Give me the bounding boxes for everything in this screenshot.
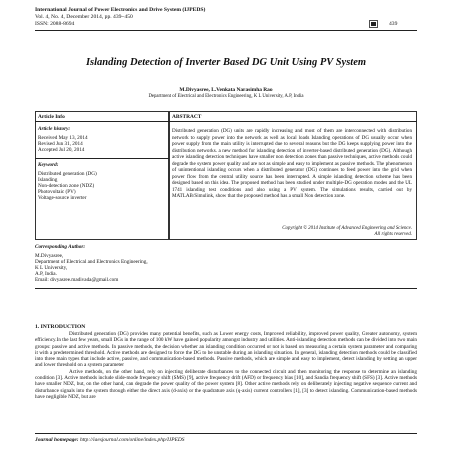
footer-rule	[35, 433, 417, 434]
homepage-link[interactable]: http://iaesjournal.com/online/index.php/IJPEDS	[79, 437, 185, 443]
abstract-rule	[169, 121, 417, 122]
paper-authors: M.Divyasree, L.Venkata Narasimha Rao	[179, 87, 273, 93]
rights-line: All rights reserved.	[374, 232, 412, 238]
received-date: Received May 13, 2014	[38, 135, 88, 141]
introduction-body	[35, 331, 417, 400]
introduction-heading: 1. INTRODUCTION	[35, 324, 86, 330]
author-university: K L University,	[35, 265, 68, 271]
accepted-date: Accepted Jul 20, 2014	[38, 147, 85, 153]
journal-issn: ISSN: 2088-8694	[35, 21, 75, 27]
homepage-label: Journal homepage	[35, 437, 77, 443]
revised-date: Revised Jun 31, 2014	[38, 141, 83, 147]
author-name: M.Divyasree,	[35, 253, 64, 259]
keyword-item: Distributed generation (DG)	[38, 171, 97, 177]
page-marker-icon	[369, 20, 378, 28]
paper-title: Islanding Detection of Inverter Based DG Unit Using PV System	[85, 57, 367, 68]
author-location: A.P, India.	[35, 271, 57, 277]
article-info-rule	[35, 121, 169, 122]
author-email: Email: divyasree.madivada@gmail.com	[35, 277, 119, 283]
author-affiliation: Department of Electrical and Electronics Engineering, K L University, A.P, India	[148, 94, 304, 99]
header-rule	[35, 30, 417, 31]
introduction-paragraph: Distributed generation (DG) provides many potential benefits, such as Lower energy costs, Improved reliability, improved power quality, Greater autonomy, system efficiency.In the last few years, small DGs in the range of 100 kW have gained popularity amongst industry and utilities. Anti-islanding detection methods can be divided into two main groups: passive and active methods. In passive methods, the decision whether an islanding condition occurred or not is based on measuring a certain system parameter and comparing it with a predetermined threshold. Active methods are designed to force the DG to be unstable during an islanding situation. In general, islanding detection methods could be classified into three main types that include active, passive, and communication-based methods. Passive methods, which are simple and easy to implement, detect islanding by setting an upper and lower threshold on a system parameter	[35, 331, 417, 369]
corresponding-author-label: Corresponding Author:	[35, 244, 86, 250]
author-department: Department of Electrical and Electronics Engineering,	[35, 259, 148, 265]
abstract-copyright	[172, 226, 412, 239]
introduction-paragraph: Active methods, on the other hand, rely on injecting deliberate disturbances to the connected circuit and then monitoring the response to determine an islanding condition [3]. Active methods include slide-mode frequency shift (SMS) [9], active frequency drift (AFD) or frequency bias [10], and Sandia frequency shift (SFS) [3]. Active methods have smaller NDZ, but, on the other hand, can degrade the power quality of the power system [8]. Other active methods rely on deliberately injecting negative sequence current and disturbance signals into the system through either the direct axis (d-axis) or the quadrature axis (q-axis) current controllers [1], [3] to detect islanding. Communication-based methods have negligible NDZ, but are	[35, 368, 417, 400]
journal-name: International Journal of Power Electronics and Drive System (IJPEDS)	[35, 7, 206, 13]
journal-volume: Vol. 4, No. 4, December 2014, pp. 439~450	[35, 14, 133, 20]
keyword-item: Islanding	[38, 177, 58, 183]
abstract-text: Distributed generation (DG) units are rapidly increasing and most of them are interconnected with distribution network to supply power into the network as well as local loads Islanding operations of DG usually occur when power supply from the main utility is interrupted due to several reasons but the DG keeps supplying power into the distribution networks. a new method for islanding detection of inverter-based distributed generation (DG). Although active islanding detection techniques have smaller non detection zones than passive techniques, active methods could degrade the system power quality and are not as simple and easy to implement as passive methods. The phenomenon of unintentional islanding occurs when a distributed generator (DG) continues to feed power into the grid when power flow from the central utility source has been interrupted. A simple islanding detection scheme has been designed based on this idea. The proposed method has been studied under multiple-DG operation modes and the UL 1741 islanding test conditions and also using a PV system. The simulations results, carried out by MATLAB/Simulink, show that the proposed method has a small Non detection zone.	[172, 128, 412, 200]
page-number: 439	[389, 21, 398, 27]
keyword-rule	[35, 158, 169, 159]
journal-homepage: Journal homepage: http://iaesjournal.com/online/index.php/IJPEDS	[35, 437, 185, 443]
keyword-item: Voltage-source inverter	[38, 195, 87, 201]
copyright-line: Copyright © 2014 Institute of Advanced Engineering and Science.	[282, 226, 412, 231]
abstract-heading: ABSTRACT	[172, 114, 202, 120]
article-history-label: Article history:	[38, 126, 71, 132]
keywords-label: Keyword:	[38, 162, 59, 168]
keyword-item: Photovoltaic (PV)	[38, 189, 76, 195]
article-info-heading: Article Info	[38, 114, 65, 120]
keyword-item: Non-detection zone (NDZ)	[38, 183, 95, 189]
section-rule	[35, 288, 417, 289]
